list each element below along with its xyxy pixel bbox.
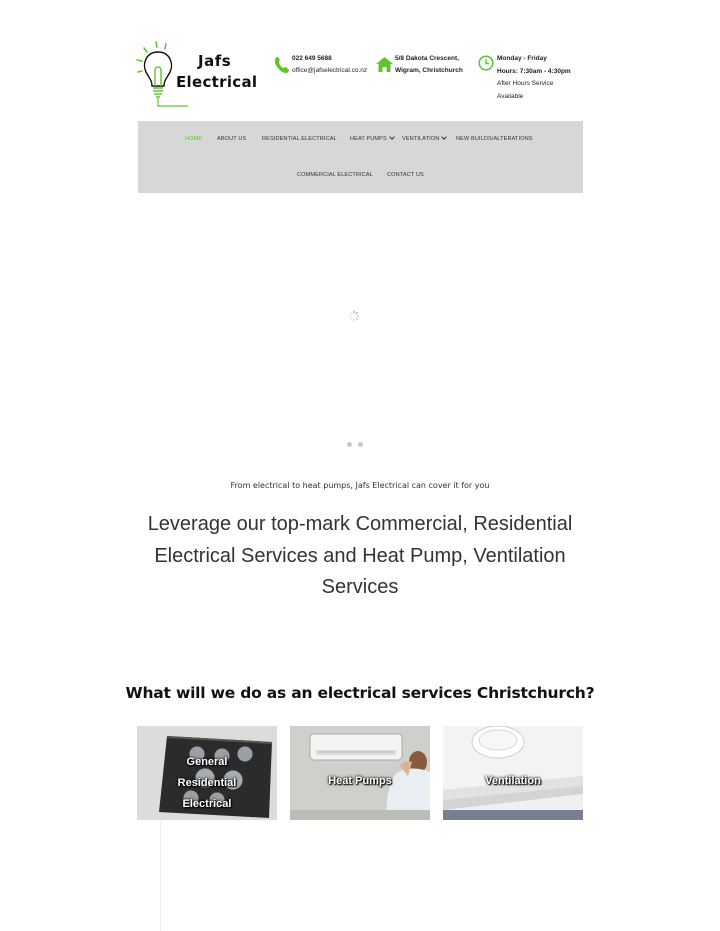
service-card-general-residential[interactable]	[137, 726, 277, 820]
logo-text-jafs: Jafs	[198, 52, 232, 70]
after-hours-line-2: Available	[497, 93, 524, 100]
chevron-down-icon	[389, 134, 395, 140]
address-line-1: 5/8 Dakota Crescent,	[395, 55, 459, 62]
phone-number[interactable]: 022 649 5688	[292, 55, 332, 62]
nav-item-heat-pumps[interactable]	[350, 136, 394, 142]
chevron-down-icon	[442, 134, 448, 140]
main-navigation	[138, 121, 583, 193]
slider-dot-2[interactable]	[358, 442, 363, 447]
nav-item-new-builds[interactable]: NEW BUILDS/ALTERATIONS	[456, 136, 533, 142]
nav-item-heat-pumps-label: HEAT PUMPS	[350, 136, 387, 142]
nav-item-ventilation[interactable]	[402, 136, 446, 142]
nav-item-home[interactable]: HOME	[185, 136, 203, 142]
clock-icon	[478, 55, 494, 71]
address-line-2: Wigram, Christchurch	[395, 67, 463, 74]
nav-item-commercial-electrical[interactable]: COMMERCIAL ELECTRICAL	[297, 172, 373, 178]
nav-item-ventilation-label: VENTILATION	[402, 136, 440, 142]
home-icon	[376, 57, 393, 72]
card-label-residential: Residential	[177, 777, 237, 789]
hero-tagline: From electrical to heat pumps, Jafs Electrical can cover it for you	[230, 481, 490, 490]
nav-item-about-us[interactable]: ABOUT US	[217, 136, 247, 142]
services-section-title: What will we do as an electrical services Christchurch?	[125, 684, 595, 702]
slider-dot-1[interactable]	[347, 442, 352, 447]
service-card-heat-pumps[interactable]	[290, 726, 430, 820]
after-hours-line-1: After Hours Service	[497, 80, 554, 87]
card-label-electrical: Electrical	[182, 798, 232, 810]
card-label-general: General	[186, 756, 228, 768]
phone-icon	[274, 56, 290, 74]
nav-item-residential-electrical[interactable]: RESIDENTIAL ELECTRICAL	[262, 136, 337, 142]
logo-text-electrical: Electrical	[176, 73, 258, 91]
card-label-heat-pumps: Heat Pumps	[328, 775, 392, 787]
hours-days: Monday - Friday	[497, 55, 547, 62]
page-divider	[160, 820, 161, 931]
nav-item-contact-us[interactable]: CONTACT US	[387, 172, 424, 178]
service-card-ventilation[interactable]	[443, 726, 583, 820]
loading-spinner-icon	[348, 310, 360, 322]
hero-headline: Leverage our top-mark Commercial, Residential Electrical Services and Heat Pump, Ventilation Services	[147, 513, 573, 598]
site-logo[interactable]	[136, 40, 258, 108]
email-link[interactable]: office@jafselectrical.co.nz	[292, 67, 368, 74]
card-label-ventilation: Ventilation	[485, 775, 541, 787]
hours-time: Hours: 7:30am - 4:30pm	[497, 68, 571, 75]
